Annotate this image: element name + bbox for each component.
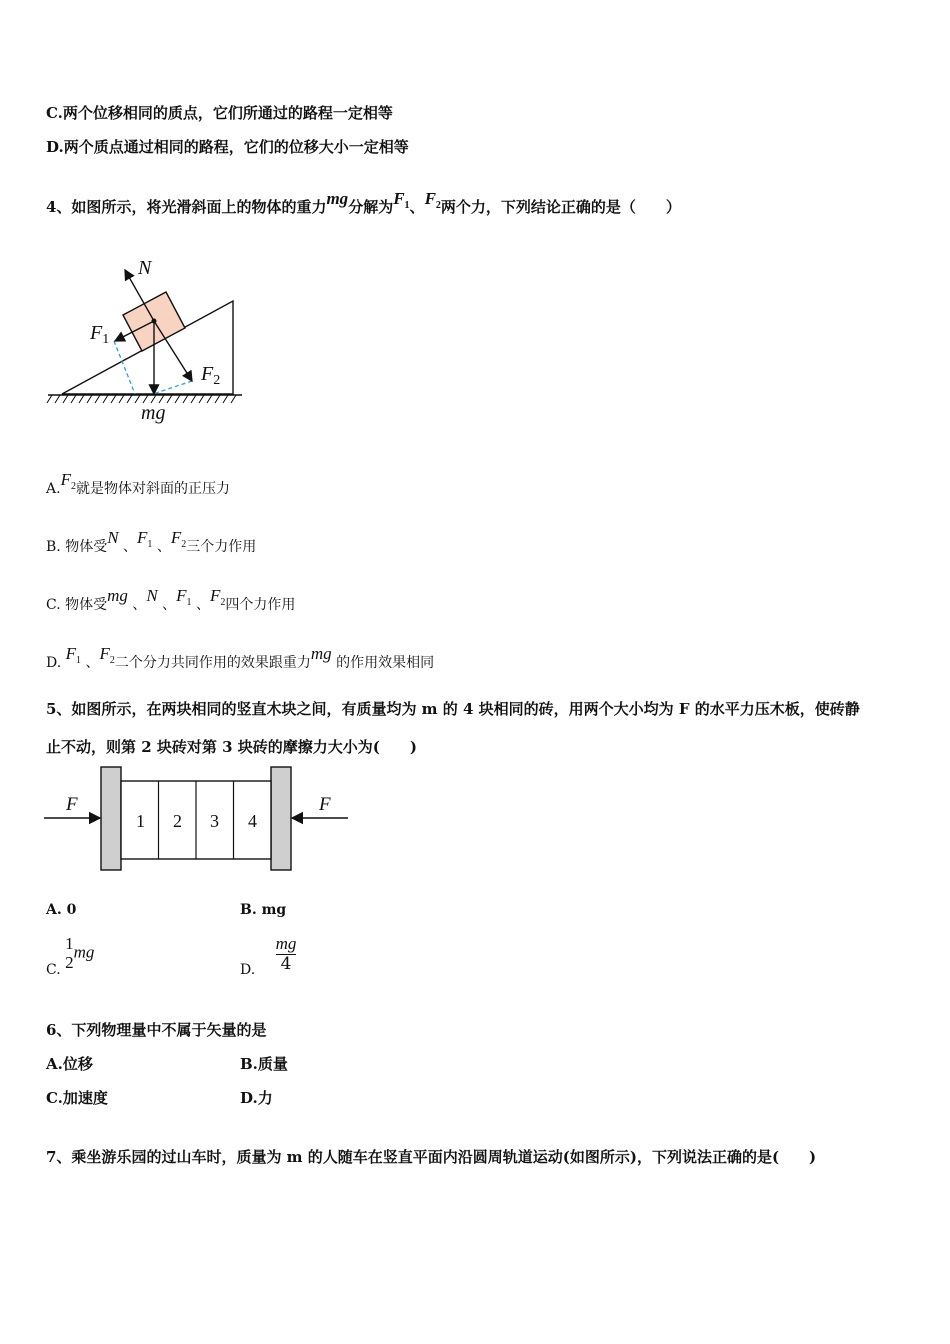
q5-stem-line1: 5、如图所示，在两块相同的竖直木块之间，有质量均为 m 的 4 块相同的砖，用两个大小均为 F 的水平力压木板，使砖静	[46, 700, 860, 718]
label-f-right: F	[319, 794, 331, 815]
label-mg: mg	[141, 402, 166, 424]
q6-option-c: C.加速度	[46, 1089, 108, 1107]
label-f2: $F_2$	[201, 363, 221, 388]
q4-option-b: B. 物体受N 、$F_1$ 、$F_2$三个力作用	[46, 528, 257, 555]
label-n: N	[138, 257, 152, 279]
math-f2: $F_2$	[99, 644, 115, 666]
q4-option-a: $A.F_2$就是物体对斜面的正压力	[46, 470, 230, 497]
math-f1: $F_1$	[65, 644, 82, 666]
q4-incline-figure	[44, 255, 249, 430]
q3-option-d: D.两个质点通过相同的路程，它们的位移大小一定相等	[46, 138, 409, 156]
q4-stem-part-b: 分解为	[348, 198, 394, 216]
dashed-line-f1	[114, 341, 135, 394]
q7-stem: 7、乘坐游乐园的过山车时，质量为 m 的人随车在竖直平面内沿圆周轨道运动(如图所示)，下列说法正确的是( )	[46, 1148, 817, 1166]
math-n: N	[107, 528, 119, 547]
q5-bricks-figure	[44, 762, 354, 877]
left-board	[101, 767, 121, 870]
math-f1: $F_1$	[137, 528, 153, 550]
math-f1: $F_1$	[176, 586, 192, 608]
q6-option-d: D.力	[240, 1089, 273, 1107]
q5-option-a: A. 0	[46, 902, 77, 918]
right-board	[271, 767, 291, 870]
brick-1-label: 1	[136, 811, 145, 831]
math-f2: $F_2$	[424, 189, 441, 211]
brick-3-label: 3	[210, 811, 219, 831]
q5-stem-line2: 止不动，则第 2 块砖对第 3 块砖的摩擦力大小为( )	[46, 738, 417, 756]
q4-option-c: C. 物体受mg 、N 、$F_1$ 、$F_2$四个力作用	[46, 586, 296, 613]
q5-option-b: B. mg	[240, 902, 287, 918]
brick-4-label: 4	[248, 811, 257, 831]
brick-2-label: 2	[173, 811, 182, 831]
label-f1: $F_1$	[90, 322, 110, 347]
q5-option-c: C. 1 2 mg	[46, 934, 95, 978]
label-f-left: F	[66, 794, 78, 815]
q4-option-d: D. $F_1$ 、$F_2$二个分力共同作用的效果跟重力mg 的作用效果相同	[46, 644, 435, 671]
math-f1: $F_1$	[393, 189, 410, 211]
math-mg: mg	[107, 586, 128, 605]
center-dot	[152, 319, 157, 324]
fraction-one-half: 1 2	[65, 934, 74, 972]
q6-stem: 6、下列物理量中不属于矢量的是	[46, 1021, 267, 1039]
math-f2: $F_2$	[170, 528, 187, 550]
math-n: N	[146, 586, 158, 605]
q6-option-b: B.质量	[240, 1055, 288, 1073]
separator: 、	[409, 198, 425, 216]
dashed-line-f2	[153, 381, 192, 394]
math-f2: $F_2$	[210, 586, 226, 608]
q4-stem-part-a: 4、如图所示，将光滑斜面上的物体的重力	[46, 198, 327, 216]
q4-stem-part-c: 两个力，下列结论正确的是（ ）	[440, 198, 681, 216]
math-mg: mg	[326, 189, 349, 208]
math-f2: $F_2$	[60, 470, 76, 492]
q3-option-c: C.两个位移相同的质点，它们所通过的路程一定相等	[46, 104, 393, 122]
math-mg: mg	[73, 942, 95, 962]
fraction-mg-over-4: $\frac{mg}{4}$	[275, 934, 297, 974]
q5-option-d: D. $\frac{mg}{4}$	[240, 934, 297, 979]
q4-stem	[46, 189, 681, 217]
q6-option-a: A.位移	[46, 1055, 93, 1073]
math-mg: mg	[310, 644, 332, 663]
